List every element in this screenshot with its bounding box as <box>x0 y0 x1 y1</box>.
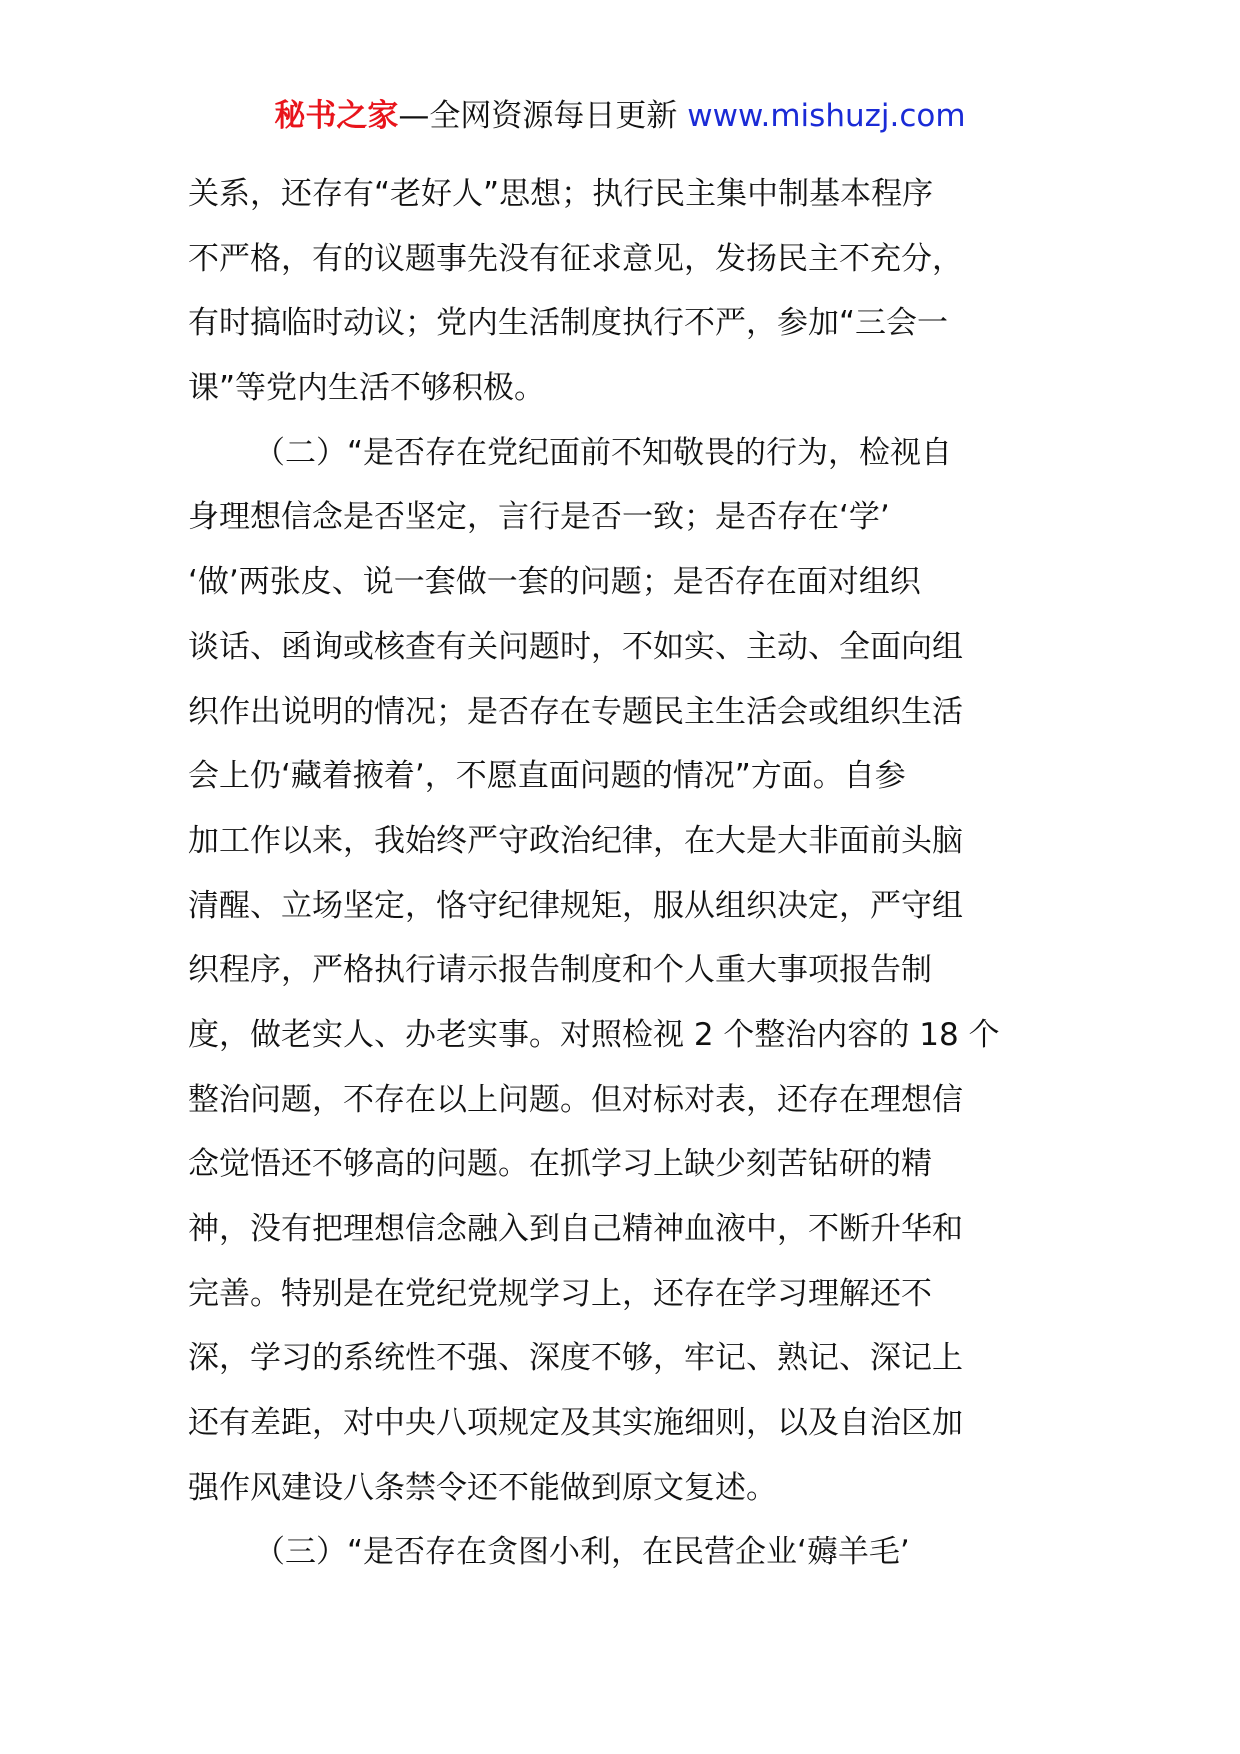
body-line: 度，做老实人、办老实事。对照检视 2 个整治内容的 18 个 <box>188 1016 1000 1053</box>
page-header <box>0 96 1240 136</box>
body-line: 谈话、函询或核查有关问题时，不如实、主动、全面向组 <box>188 628 963 665</box>
body-line: 强作风建设八条禁令还不能做到原文复述。 <box>188 1469 777 1506</box>
body-line: 关系，还存有“老好人”思想；执行民主集中制基本程序 <box>188 176 934 212</box>
body-line: 课”等党内生活不够积极。 <box>188 370 546 407</box>
body-line: ‘做’两张皮、说一套做一套的问题；是否存在面对组织 <box>188 564 921 601</box>
body-line: 清醒、立场坚定，恪守纪律规矩，服从组织决定，严守组 <box>188 887 963 924</box>
body-line: 身理想信念是否坚定，言行是否一致；是否存在‘学’ <box>188 499 890 536</box>
body-line: 神，没有把理想信念融入到自己精神血液中，不断升华和 <box>188 1211 963 1247</box>
body-line: 有时搞临时动议；党内生活制度执行不严，参加“三会一 <box>188 305 949 342</box>
body-line: 会上仍‘藏着掖着’，不愿直面问题的情况”方面。自参 <box>188 758 906 795</box>
body-line: 还有差距，对中央八项规定及其实施细则，以及自治区加 <box>188 1405 963 1442</box>
body-line: 织程序，严格执行请示报告制度和个人重大事项报告制 <box>188 952 932 989</box>
brand-name: 秘书之家 <box>274 98 399 134</box>
body-line: 深，学习的系统性不强、深度不够，牢记、熟记、深记上 <box>188 1340 963 1377</box>
body-line: 念觉悟还不够高的问题。在抓学习上缺少刻苦钻研的精 <box>188 1146 932 1183</box>
body-line: 不严格，有的议题事先没有征求意见，发扬民主不充分， <box>188 240 963 277</box>
section-heading-line: （三）“是否存在贪图小利，在民营企业‘薅羊毛’ <box>254 1534 910 1571</box>
body-line: 织作出说明的情况；是否存在专题民主生活会或组织生活 <box>188 693 963 730</box>
body-line: 加工作以来，我始终严守政治纪律，在大是大非面前头脑 <box>188 822 963 859</box>
site-url-link[interactable]: www.mishuzj.com <box>687 98 966 134</box>
section-heading-line: （二）“是否存在党纪面前不知敬畏的行为，检视自 <box>254 434 953 471</box>
header-tagline: —全网资源每日更新 <box>398 98 688 134</box>
document-body <box>188 162 1058 1585</box>
body-line: 完善。特别是在党纪党规学习上，还存在学习理解还不 <box>188 1275 932 1312</box>
body-line: 整治问题，不存在以上问题。但对标对表，还存在理想信 <box>188 1081 963 1118</box>
